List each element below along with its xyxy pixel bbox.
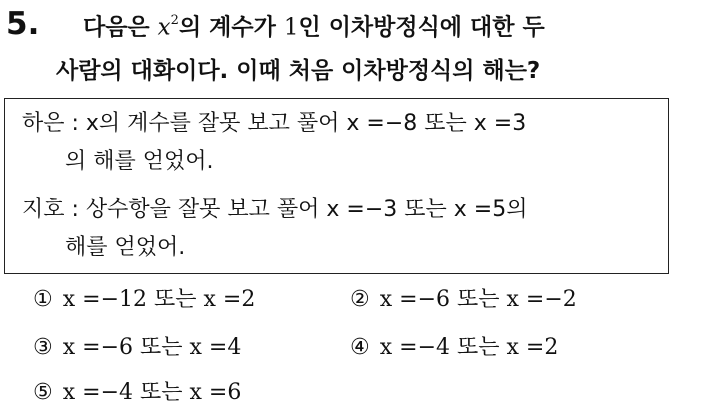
stem-coefficient: 1: [283, 14, 299, 41]
stem-text-post: 인 이차방정식에 대한 두: [298, 14, 545, 41]
dialogue-line-haeun-cont: 의 해를 얻었어.: [65, 149, 214, 174]
question-number: 5.: [6, 6, 40, 42]
choice-mark: ①: [33, 287, 53, 312]
question-stem-line-1: [83, 7, 545, 44]
choice-text: x =−6 또는 x =−2: [379, 287, 577, 312]
choice-5[interactable]: [33, 378, 241, 408]
stem-text-mid: 의 계수가: [178, 14, 284, 41]
dialogue-box: [4, 98, 669, 274]
choice-text: x =−12 또는 x =2: [62, 287, 256, 312]
choice-mark: ③: [33, 335, 53, 360]
choice-1[interactable]: [33, 285, 255, 315]
dialogue-line-haeun: 하은 : x의 계수를 잘못 보고 풀어 x =−8 또는 x =3: [22, 111, 527, 136]
stem-variable: x: [157, 14, 171, 41]
choice-text: x =−4 또는 x =2: [379, 335, 559, 360]
question-stem-line-2: 사람의 대화이다. 이때 처음 이차방정식의 해는?: [56, 58, 541, 84]
choice-3[interactable]: [33, 333, 241, 363]
choice-mark: ⑤: [33, 380, 53, 405]
choice-text: x =−4 또는 x =6: [62, 380, 242, 405]
choice-mark: ②: [350, 287, 370, 312]
choice-text: x =−6 또는 x =4: [62, 335, 242, 360]
choice-mark: ④: [350, 335, 370, 360]
stem-text-pre: 다음은: [83, 14, 158, 41]
stem-exponent: [171, 15, 179, 41]
dialogue-line-jiho: 지호 : 상수항을 잘못 보고 풀어 x =−3 또는 x =5의: [22, 197, 528, 222]
dialogue-line-jiho-cont: 해를 얻었어.: [65, 235, 186, 260]
choice-2[interactable]: [350, 285, 577, 315]
exponent-digit: 2: [170, 13, 179, 28]
choice-4[interactable]: [350, 333, 558, 363]
